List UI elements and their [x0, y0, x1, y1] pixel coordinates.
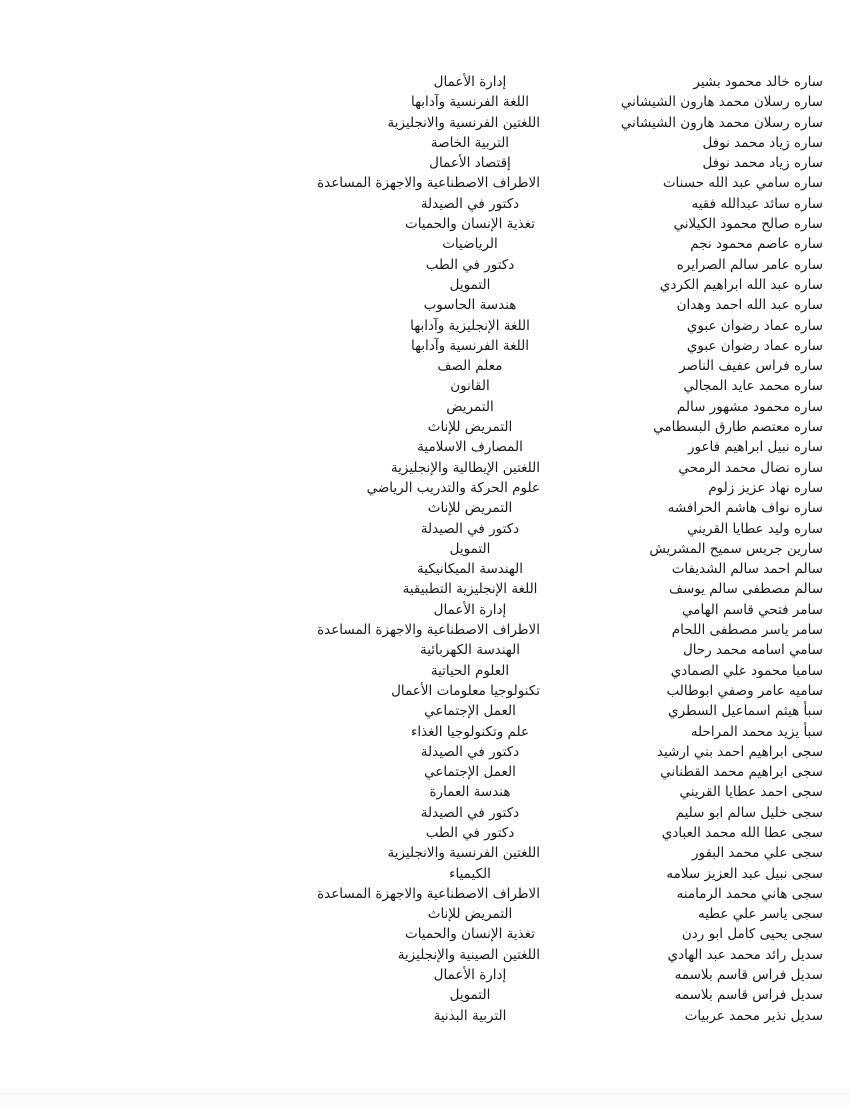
student-name: ساره عامر سالم الصرايره [676, 256, 823, 273]
student-major: تغذية الإنسان والحميات [404, 216, 535, 233]
student-row [0, 600, 850, 620]
student-row [0, 904, 850, 924]
student-row [0, 275, 850, 295]
student-row [0, 620, 850, 640]
student-major: علوم الحركة والتدريب الرياضي [366, 479, 540, 496]
student-row [0, 1006, 850, 1026]
student-major: التمريض للإناث [427, 906, 513, 923]
student-major: اللغتين الإيطالية والإنجليزية [390, 459, 540, 476]
student-major: الاطراف الاصطناعية والاجهزة المساعدة [317, 622, 540, 639]
student-row [0, 559, 850, 579]
student-name: سجى خليل سالم ابو سليم [675, 804, 823, 821]
student-row [0, 92, 850, 112]
student-row [0, 843, 850, 863]
student-name: ساره رسلان محمد هارون الشيشاني [620, 94, 823, 111]
student-row [0, 762, 850, 782]
student-major: اللغتين الصينية والإنجليزية [397, 946, 540, 963]
student-row [0, 316, 850, 336]
student-major: هندسة الحاسوب [423, 297, 517, 314]
student-name: ساره عبد الله احمد وهدان [676, 297, 823, 314]
student-major: الاطراف الاصطناعية والاجهزة المساعدة [317, 175, 540, 192]
student-row [0, 782, 850, 802]
student-row [0, 113, 850, 133]
student-row [0, 823, 850, 843]
student-major: اللغتين الفرنسية والانجليزية [387, 845, 540, 862]
student-row [0, 133, 850, 153]
student-name: سامر ياسر مصطفى اللحام [671, 622, 823, 639]
student-row [0, 742, 850, 762]
student-row [0, 498, 850, 518]
student-major: العلوم الحياتية [430, 662, 510, 679]
student-row [0, 539, 850, 559]
student-major: دكتور في الصيدلة [420, 743, 520, 760]
student-major: دكتور في الطب [425, 824, 515, 841]
student-name: ساره سائد عبدالله فقيه [691, 195, 823, 212]
student-name: سجى ياسر علي عطيه [697, 906, 823, 923]
student-major: اللغة الإنجليزية التطبيقية [402, 581, 538, 598]
student-row [0, 234, 850, 254]
student-row [0, 295, 850, 315]
student-name: سجى نبيل عبد العزيز سلامه [666, 865, 823, 882]
student-major: إدارة الأعمال [433, 601, 507, 618]
student-row [0, 173, 850, 193]
student-name: سارين جريس سميح المشريش [649, 540, 823, 557]
student-name: ساميه عامر وصفي ابوطالب [666, 682, 823, 699]
student-row [0, 458, 850, 478]
student-name: ساره خالد محمود بشير [693, 74, 823, 90]
student-name: سديل فراس قاسم بلاسمه [674, 967, 823, 984]
student-row [0, 985, 850, 1005]
student-major: الرياضيات [442, 236, 498, 253]
student-major: التمويل [449, 276, 491, 293]
student-row [0, 722, 850, 742]
student-row [0, 640, 850, 660]
student-name: سجى هاني محمد الرمامنه [676, 885, 823, 902]
student-major: هندسة العمارة [429, 784, 511, 801]
student-name: سجى يحيى كامل ابو ردن [681, 926, 823, 943]
student-row [0, 478, 850, 498]
student-major: علم وتكنولوجيا الغذاء [410, 723, 530, 740]
student-name: سبأ يزيد محمد المراحله [690, 723, 823, 740]
student-major: التمويل [449, 987, 491, 1004]
student-name: سالم احمد سالم الشديفات [671, 561, 823, 578]
student-major: الهندسة الكهربائية [419, 642, 521, 659]
student-major: التربية البدنية [433, 1007, 507, 1024]
student-name: ساره عماد رضوان عبوي [686, 317, 823, 334]
student-name: سجى عطا الله محمد العبادي [661, 824, 823, 841]
student-row [0, 579, 850, 599]
student-major: اللغتين الفرنسية والانجليزية [387, 114, 540, 131]
student-major: تغذية الإنسان والحميات [404, 926, 535, 943]
student-row [0, 153, 850, 173]
student-name: سجى علي محمد البقور [691, 845, 823, 862]
student-major: اللغة الفرنسية وآدابها [410, 94, 530, 111]
student-name: ساره صالح محمود الكيلاني [673, 216, 823, 233]
student-row [0, 194, 850, 214]
student-major: اللغة الفرنسية وآدابها [410, 337, 530, 354]
student-major: إقتصاد الأعمال [429, 155, 511, 172]
student-major: القانون [450, 378, 490, 395]
student-name: ساره وليد عطايا القريني [686, 520, 823, 537]
student-major: العمل الإجتماعي [424, 764, 516, 781]
student-major: دكتور في الطب [425, 256, 515, 273]
student-name: ساره سامي عبد الله حسنات [662, 175, 823, 192]
student-name: سجى احمد عطايا القريني [679, 784, 823, 801]
student-row [0, 417, 850, 437]
student-major: التربية الخاصة [430, 134, 510, 151]
student-major: تكنولوجيا معلومات الأعمال [391, 682, 540, 699]
student-row [0, 884, 850, 904]
student-major: دكتور في الصيدلة [420, 520, 520, 537]
student-major: التمريض للإناث [427, 419, 513, 436]
student-name: سديل نذير محمد عربيات [684, 1007, 823, 1024]
student-name: ساره نهاد عزيز زلوم [708, 479, 823, 496]
student-name: ساره عاصم محمود نجم [690, 236, 823, 253]
student-major: العمل الإجتماعي [424, 703, 516, 720]
student-name: ساره معتصم طارق البسطامي [653, 419, 823, 436]
student-name: ساره نواف هاشم الحرافشه [667, 500, 823, 517]
student-major: إدارة الأعمال [433, 967, 507, 984]
student-major: دكتور في الصيدلة [420, 195, 520, 212]
student-name: سجى ابراهيم محمد القطناني [660, 764, 823, 781]
student-row [0, 376, 850, 396]
student-row [0, 356, 850, 376]
student-row [0, 965, 850, 985]
student-major: معلم الصف [437, 358, 503, 375]
student-row [0, 437, 850, 457]
student-row [0, 214, 850, 234]
student-name: ساره زياد محمد نوفل [702, 155, 823, 172]
student-row [0, 336, 850, 356]
student-name: ساره فراس عفيف الناصر [679, 358, 823, 375]
student-name: ساره نضال محمد الرمحي [678, 459, 823, 476]
student-row [0, 681, 850, 701]
student-name: ساره محمود مشهور سالم [676, 398, 823, 415]
student-row [0, 803, 850, 823]
student-name: ساره رسلان محمد هارون الشيشاني [620, 114, 823, 131]
student-name: سديل رائد محمد عبد الهادي [667, 946, 823, 963]
student-name: سبأ هيثم اسماعيل السطري [668, 703, 823, 720]
student-name: ساره نبيل ابراهيم فاعور [687, 439, 823, 456]
student-major: إدارة الأعمال [433, 74, 507, 90]
student-row [0, 945, 850, 965]
student-major: الهندسة الميكانيكية [417, 561, 523, 578]
student-major: الاطراف الاصطناعية والاجهزة المساعدة [317, 885, 540, 902]
student-name: ساره عماد رضوان عبوي [686, 337, 823, 354]
page-bottom-edge [0, 1093, 850, 1105]
student-name: سالم مصطفى سالم يوسف [668, 581, 823, 598]
student-major: دكتور في الصيدلة [420, 804, 520, 821]
student-name: سامر فتحي قاسم الهامي [681, 601, 823, 618]
student-row [0, 701, 850, 721]
student-major: التمويل [449, 540, 491, 557]
student-row [0, 72, 850, 92]
student-major: المصارف الاسلامية [417, 439, 523, 456]
student-name: ساره زياد محمد نوفل [702, 134, 823, 151]
student-row [0, 519, 850, 539]
student-row [0, 397, 850, 417]
student-row [0, 661, 850, 681]
student-row [0, 255, 850, 275]
student-row [0, 924, 850, 944]
student-major: اللغة الإنجليزية وآدابها [410, 317, 530, 334]
student-name: سديل فراس قاسم بلاسمه [674, 987, 823, 1004]
student-name: ساره محمد عايد المجالي [683, 378, 823, 395]
student-name: سامي اسامه محمد رحال [682, 642, 823, 659]
student-name: سجى ابراهيم احمد بني ارشيد [656, 743, 823, 760]
student-name: ساره عبد الله ابراهيم الكردي [659, 276, 823, 293]
student-name: ساميا محمود علي الصمادي [670, 662, 823, 679]
student-major: الكيمياء [449, 865, 491, 882]
student-list [0, 72, 850, 1026]
student-row [0, 864, 850, 884]
student-major: التمريض [446, 398, 494, 415]
student-major: التمريض للإناث [427, 500, 513, 517]
